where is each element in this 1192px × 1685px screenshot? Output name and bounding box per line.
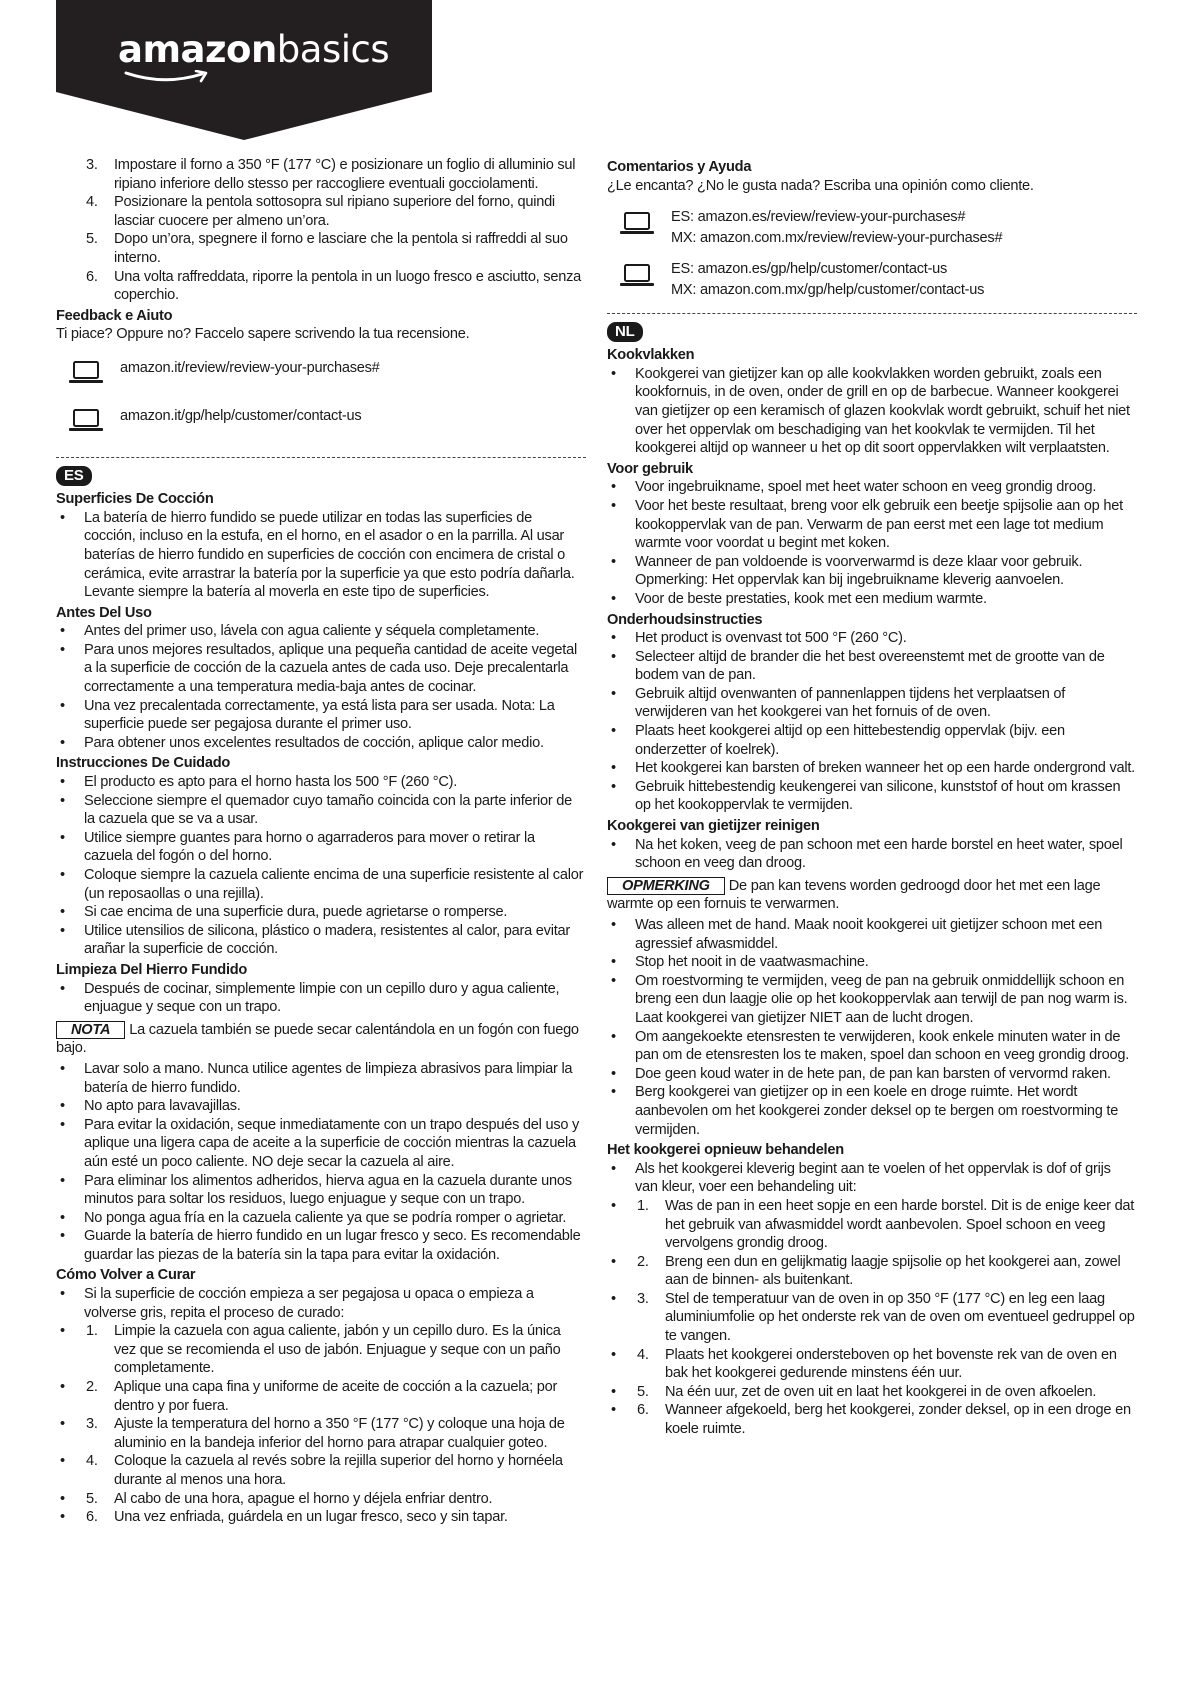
list-item: • Para obtener unos excelentes resultados de cocción, aplique calor medio. [56,734,586,753]
step-item [56,230,586,267]
step-item [56,268,586,305]
nl-reseason-list [607,1160,1137,1439]
es-cleaning-list-2 [56,1060,586,1265]
step-item [607,1253,1137,1290]
list-item: • Berg kookgerei van gietijzer op in een koele en droge ruimte. Het wordt aanbevolen om het kookgerei zonder deksel op te bergen om roestvorming te vermijden. [607,1083,1137,1139]
es-care-list [56,773,586,959]
step-text: Dopo un’ora, spegnere il forno e lasciare che la pentola si raffreddi al suo interno. [114,231,568,266]
step-text: Una vez enfriada, guárdela en un lugar fresco, seco y sin tapar. [114,1509,508,1526]
nl-section-heading: Onderhoudsinstructies [607,611,763,628]
list-item: • Stop het nooit in de vaatwasmachine. [607,953,1137,972]
es-surfaces-list [56,509,586,602]
list-item: • Wanneer de pan voldoende is voorverwarmd is deze klaar voor gebruik. Opmerking: Het oppervlak kan bij ingebruikname kleverig aanvoelen. [607,553,1137,590]
list-item: • Coloque siempre la cazuela caliente encima de una superficie resistente al calor (un reposaollas o una rejilla). [56,866,586,903]
nl-before-use-list [607,478,1137,608]
step-number: 3. [86,157,98,173]
step-item [56,1415,586,1452]
step-number: 4. [86,194,98,211]
nl-reseason-steps [607,1197,1137,1439]
nl-note [607,877,1137,914]
step-item [607,1346,1137,1383]
it-feedback-text: Ti piace? Oppure no? Faccelo sapere scrivendo la tua recensione. [56,326,470,343]
list-item: • Om aangekoekte etensresten te verwijderen, kook enkele minuten water in de pan om de etensresten los te maken, spoel dan schoon en veeg grondig droog. [607,1028,1137,1065]
list-item: • Selecteer altijd de brander die het best overeenstemt met de grootte van de bodem van de pan. [607,648,1137,685]
list-item: • Guarde la batería de hierro fundido en un lugar fresco y seco. Es recomendable guardar las piezas de la batería sin la tapa para evitar la oxidación. [56,1227,586,1264]
list-item: • Después de cocinar, simplemente limpie con un cepillo duro y agua caliente, enjuague y seque con un trapo. [56,980,586,1017]
list-item: • Het kookgerei kan barsten of breken wanneer het op een harde ondergrond valt. [607,759,1137,778]
es-reseason-list [56,1285,586,1527]
es-section-heading: Superficies De Cocción [56,491,214,508]
list-item: • La batería de hierro fundido se puede utilizar en todas las superficies de cocción, incluso en la estufa, en el horno, en el asador o en la parrilla. Al usar baterías de hierro fundido en superficies de cocción con encimera de cristal o cerámica, evite arrastrar la batería por la superficie ya que esto podría dañarla. Levante siempre la batería al moverla en este tipo de superficies. [56,509,586,602]
list-item: • Para unos mejores resultados, aplique una pequeña cantidad de aceite vegetal a la superficie de cocción de la cazuela antes de cada uso. Deje precalentarla correctamente a una temperatura media-baja antes de cocinar. [56,641,586,697]
list-item: • Gebruik hittebestendig keukengerei van silicone, kunststof of hout om krassen op het kookoppervlak te vermijden. [607,778,1137,815]
step-item [607,1401,1137,1438]
list-item: • Si cae encima de una superficie dura, puede agrietarse o romperse. [56,903,586,922]
list-item: • Het product is ovenvast tot 500 °F (260 °C). [607,629,1137,648]
step-number: • 3. [637,1290,649,1307]
list-item: • Lavar solo a mano. Nunca utilice agentes de limpieza abrasivos para limpiar la batería de hierro fundido. [56,1060,586,1097]
step-text: Breng een dun en gelijkmatig laagje spijsolie op het kookgerei aan, zowel aan de binnen- als buitenkant. [665,1253,1121,1289]
step-item [607,1290,1137,1346]
es-before-use-list [56,622,586,752]
list-item: • No ponga agua fría en la cazuela caliente ya que se podría romper o agrietar. [56,1209,586,1228]
laptop-icon [68,360,104,386]
step-number: • 5. [637,1383,649,1400]
step-item [607,1197,1137,1253]
left-column [56,156,586,1527]
step-item [56,193,586,230]
es-reseason-steps [56,1322,586,1527]
es-note [56,1021,586,1058]
list-item: • Para evitar la oxidación, seque inmediatamente con un trapo después del uso y aplique una ligera capa de aceite a la superficie de cocción mientras la cazuela aún esté un poco caliente. NO deje secar la cazuela al aire. [56,1116,586,1172]
nl-surfaces-list [607,365,1137,458]
step-item [56,156,586,193]
list-item: • Utilice utensilios de silicona, plástico o madera, resistentes al calor, para evitar arañar la superficie de cocción. [56,922,586,959]
list-item: • Na het koken, veeg de pan schoon met een harde borstel en heet water, spoel schoon en veeg dan droog. [607,836,1137,873]
es-help-link-row [607,259,1137,301]
step-item [607,1383,1137,1402]
nl-cleaning-list [607,836,1137,873]
es-section-heading: Antes Del Uso [56,604,152,621]
step-text: Al cabo de una hora, apague el horno y déjela enfriar dentro. [114,1490,493,1507]
it-review-link-row [56,358,586,392]
list-item: • Seleccione siempre el quemador cuyo tamaño coincida con la parte inferior de la cazuela que se va a usar. [56,792,586,829]
step-number: • 1. [86,1323,98,1340]
step-text: Impostare il forno a 350 °F (177 °C) e posizionare un foglio di alluminio sul ripiano inferiore dello stesso per raccogliere eventuali gocciolamenti. [114,157,576,192]
step-number: • 4. [86,1453,98,1470]
list-item: • Gebruik altijd ovenwanten of pannenlappen tijdens het verplaatsen of verwijderen van het kookgerei van het fornuis of de oven. [607,685,1137,722]
section-divider [607,313,1137,314]
step-text: Na één uur, zet de oven uit en laat het kookgerei in de oven afkoelen. [665,1383,1097,1400]
step-number: • 1. [637,1197,649,1214]
es-feedback-text: ¿Le encanta? ¿No le gusta nada? Escriba una opinión como cliente. [607,177,1034,194]
list-item: • Para eliminar los alimentos adheridos, hierva agua en la cazuela durante unos minutos para soltar los residuos, luego enjuague y seque con un trapo. [56,1172,586,1209]
list-item: • Als het kookgerei kleverig begint aan te voelen of het oppervlak is dof of grijs van kleur, voer een behandeling uit: • 1. Was de pan in een heet sopje en een harde borstel. Dit is de enige keer dat het gebruik van afwasmiddel wordt aanbevolen. Spoel schoon en veeg vervolgens grondig droog. • 2. Breng een dun en gelijkmatig laagje spijsolie op het kookgerei aan, zowel aan de binnen- als buitenkant. • 3. Stel de temperatuur van de oven in op 350 °F (177 °C) en leg een laag aluminiumfolie op het onderste rek van de oven om eventueel gedruppel op te vangen. • 4. Plaats het kookgerei ondersteboven op het bovenste rek van de oven en bak het kookgerei gedurende minstens één uur. • 5. Na één uur, zet de oven uit en laat het kookgerei in de oven afkoelen. • 6. Wanneer afgekoeld, berg het kookgerei, zonder deksel, op in een droge en koele ruimte. [607,1160,1137,1439]
laptop-icon [619,261,655,287]
it-feedback-heading: Feedback e Aiuto [56,307,173,324]
step-number: 5. [86,231,98,248]
step-number: • 2. [86,1379,98,1396]
language-badge-es: ES [56,466,92,486]
list-item: • No apto para lavavajillas. [56,1097,586,1116]
list-item: • Antes del primer uso, lávela con agua caliente y séquela completamente. [56,622,586,641]
mx-help-link[interactable]: MX: amazon.com.mx/gp/help/customer/contact-us [671,282,985,299]
step-text: Was de pan in een heet sopje en een harde borstel. Dit is de enige keer dat het gebruik van afwasmiddel wordt aanbevolen. Spoel schoon en veeg vervolgens grondig droog. [665,1197,1135,1252]
es-feedback-heading: Comentarios y Ayuda [607,159,752,175]
step-text: Plaats het kookgerei ondersteboven op het bovenste rek van de oven en bak het kookgerei gedurende minstens één uur. [665,1346,1117,1382]
es-section-heading: Limpieza Del Hierro Fundido [56,961,248,978]
nl-section-heading: Het kookgerei opnieuw behandelen [607,1142,844,1159]
nl-section-heading: Kookvlakken [607,347,695,364]
laptop-icon [68,408,104,434]
it-help-link[interactable]: amazon.it/gp/help/customer/contact-us [120,407,362,424]
nl-section-heading: Kookgerei van gietijzer reinigen [607,818,820,835]
note-text: La cazuela también se puede secar calentándola en un fogón con fuego bajo. [56,1021,579,1057]
it-help-link-row [56,406,586,440]
step-item [56,1322,586,1378]
step-number: • 5. [86,1490,98,1507]
list-item: • Voor het beste resultaat, breng voor elk gebruik een beetje spijsolie aan op het kookoppervlak van de pan. Verwarm de pan eerst met een lage tot medium warmte voor voordat u begint met koken. [607,497,1137,553]
it-steps-list [56,156,586,305]
step-item [56,1490,586,1509]
es-review-link-row [607,207,1137,249]
es-cleaning-list [56,980,586,1017]
step-text: Posizionare la pentola sottosopra sul ripiano superiore del forno, quindi lasciar cuocere per almeno un’ora. [114,194,555,229]
list-item: • Kookgerei van gietijzer kan op alle kookvlakken worden gebruikt, zoals een kookfornuis, in de oven, onder de grill en op de barbecue. Wanneer kookgerei van gietijzer op een keramisch of glazen kookvlak wordt gebruikt, schuif het niet over het oppervlak om beschadiging van het kookvlak te vermijden. Til het kookgerei altijd op wanneer u het op dit soort oppervlakken wilt verplaatsten. [607,365,1137,458]
step-text: Aplique una capa fina y uniforme de aceite de cocción a la cazuela; por dentro y por fuera. [114,1379,558,1414]
section-divider [56,457,586,458]
es-help-link[interactable]: ES: amazon.es/gp/help/customer/contact-us [671,261,948,278]
step-item [56,1452,586,1489]
step-number: • 3. [86,1416,98,1433]
right-column [607,156,1137,1439]
note-label: NOTA [56,1021,125,1039]
step-item [56,1378,586,1415]
es-section-heading: Cómo Volver a Curar [56,1267,196,1284]
list-item: • Voor de beste prestaties, kook met een medium warmte. [607,590,1137,609]
list-item: • Utilice siempre guantes para horno o agarraderos para mover o retirar la cazuela del fogón o del horno. [56,829,586,866]
list-item: • Una vez precalentada correctamente, ya está lista para ser usada. Nota: La superficie puede ser pegajosa durante el primer uso. [56,697,586,734]
list-item: • Plaats heet kookgerei altijd op een hittebestendig oppervlak (bijv. een onderzetter of koelrek). [607,722,1137,759]
step-number: • 6. [637,1402,649,1419]
step-text: Stel de temperatuur van de oven in op 350 °F (177 °C) en leg een laag aluminiumfolie op het onderste rek van de oven om eventueel gedruppel op te vangen. [665,1290,1135,1345]
step-number: 6. [86,268,98,285]
nl-cleaning-list-2 [607,916,1137,1139]
step-text: Coloque la cazuela al revés sobre la rejilla superior del horno y hornéela durante al menos una hora. [114,1453,563,1488]
step-number: • 6. [86,1509,98,1526]
step-text: Ajuste la temperatura del horno a 350 °F (177 °C) y coloque una hoja de aluminio en la bandeja inferior del horno para atrapar cualquier goteo. [114,1416,565,1451]
step-text: Una volta raffreddata, riporre la pentola in un luogo fresco e asciutto, senza coperchio. [114,268,581,304]
mx-review-link[interactable]: MX: amazon.com.mx/review/review-your-purchases# [671,230,1003,247]
list-item: • Om roestvorming te vermijden, veeg de pan na gebruik onmiddellijk schoon en breng een dun laagje olie op het kookoppervlak aan terwijl de pan nog warm is. Laat kookgerei van gietijzer NIET aan de lucht drogen. [607,972,1137,1028]
note-label: OPMERKING [607,877,725,895]
list-item: • Voor ingebruikname, spoel met heet water schoon en veeg grondig droog. [607,478,1137,497]
it-review-link[interactable]: amazon.it/review/review-your-purchases# [120,359,380,376]
step-text: Limpie la cazuela con agua caliente, jabón y un cepillo duro. Es la única vez que se recomienda el uso de jabón. Enjuague y seque con un paño completamente. [114,1323,561,1377]
step-text: Wanneer afgekoeld, berg het kookgerei, zonder deksel, op in een droge en koele ruimte. [665,1402,1131,1438]
list-item: • El producto es apto para el horno hasta los 500 °F (260 °C). [56,773,586,792]
list-item: • Doe geen koud water in de hete pan, de pan kan barsten of vervormd raken. [607,1065,1137,1084]
laptop-icon [619,209,655,235]
es-review-link[interactable]: ES: amazon.es/review/review-your-purchases# [671,209,966,226]
note-text: De pan kan tevens worden gedroogd door het met een lage warmte op een fornuis te verwarmen. [607,877,1101,913]
logo-smile-icon [124,70,214,84]
amazonbasics-logo: amazonbasics [118,28,390,71]
list-item: • Was alleen met de hand. Maak nooit kookgerei uit gietijzer schoon met een agressief afwasmiddel. [607,916,1137,953]
list-item: • Si la superficie de cocción empieza a ser pegajosa u opaca o empieza a volverse gris, repita el proceso de curado: • 1. Limpie la cazuela con agua caliente, jabón y un cepillo duro. Es la única vez que se recomienda el uso de jabón. Enjuague y seque con un paño completamente. • 2. Aplique una capa fina y uniforme de aceite de cocción a la cazuela; por dentro y por fuera. • 3. Ajuste la temperatura del horno a 350 °F (177 °C) y coloque una hoja de aluminio en la bandeja inferior del horno para atrapar cualquier goteo. • 4. Coloque la cazuela al revés sobre la rejilla superior del horno y hornéela durante al menos una hora. • 5. Al cabo de una hora, apague el horno y déjela enfriar dentro. • 6. Una vez enfriada, guárdela en un lugar fresco, seco y sin tapar. [56,1285,586,1527]
step-number: • 4. [637,1346,649,1363]
step-number: • 2. [637,1253,649,1270]
step-item [56,1508,586,1527]
nl-section-heading: Voor gebruik [607,460,693,477]
language-badge-nl: NL [607,322,643,342]
es-section-heading: Instrucciones De Cuidado [56,755,231,772]
nl-care-list [607,629,1137,815]
